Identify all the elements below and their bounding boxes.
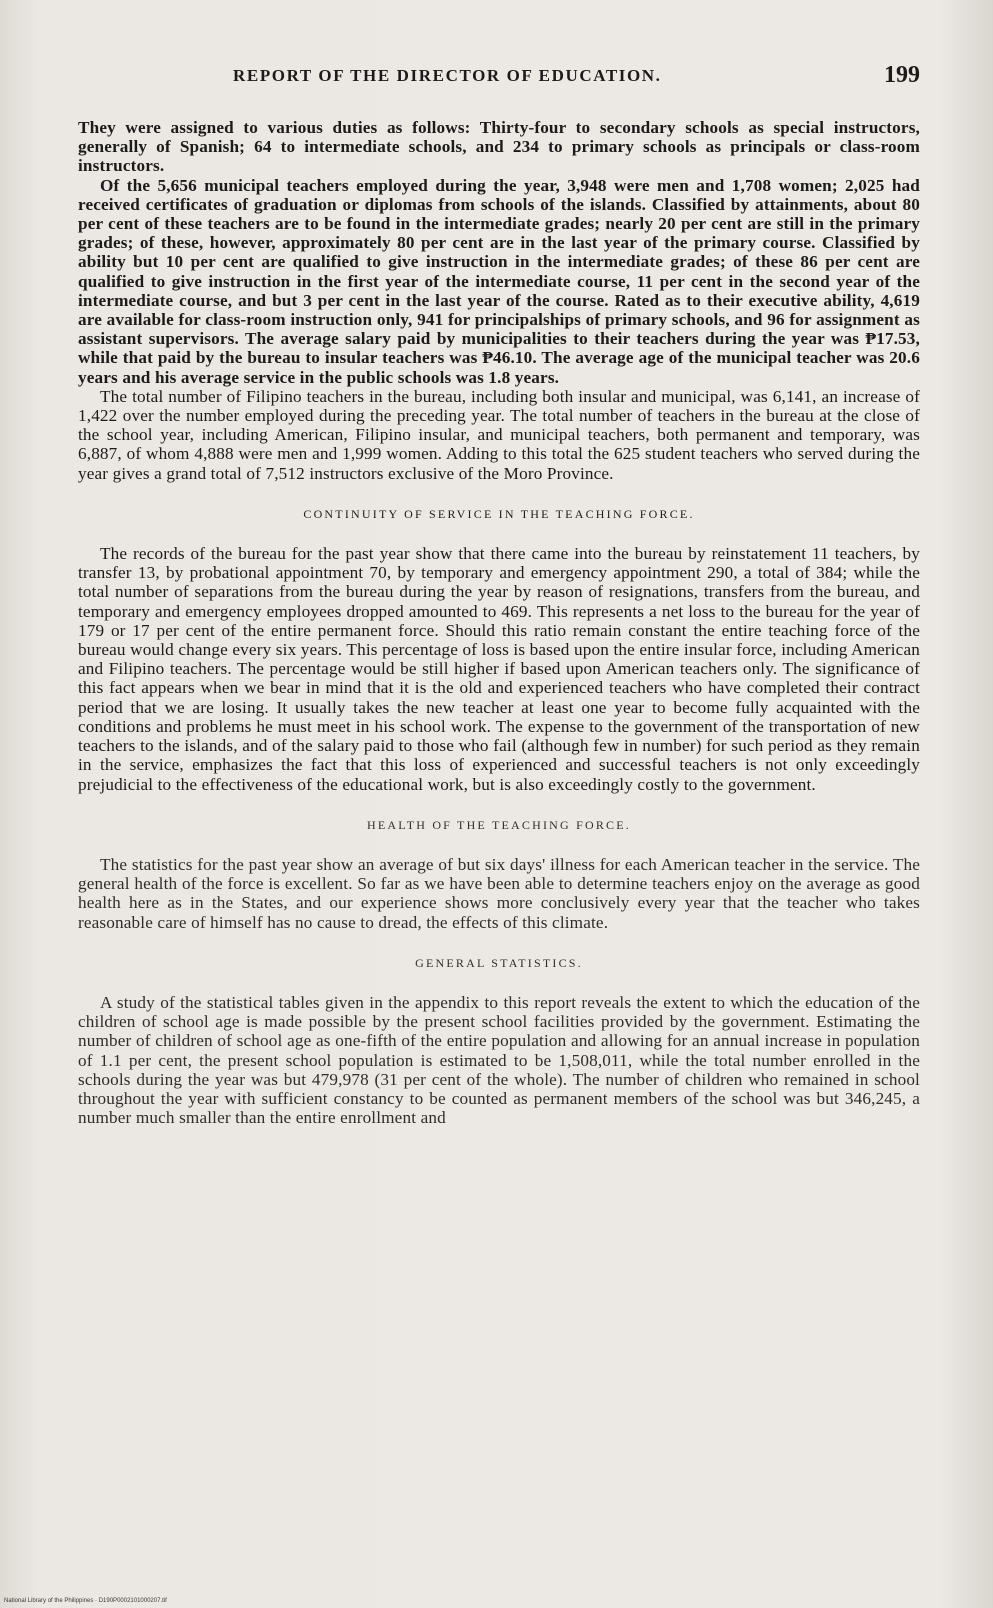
page-body [78, 118, 920, 1127]
section-heading-health: HEALTH OF THE TEACHING FORCE. [367, 817, 631, 832]
section-heading-continuity: CONTINUITY OF SERVICE IN THE TEACHING FORCE. [303, 506, 695, 521]
scan-footer: National Library of the Philippines · D190P0002101000207.tif [4, 1598, 167, 1604]
paragraph-municipal-teachers: Of the 5,656 municipal teachers employed during the year, 3,948 were men and 1,708 women; 2,025 had received certificates of graduation or diplomas from schools of the islands. Classified by attainments, about 80 per cent of these teachers are to be found in the intermediate grades; nearly 20 per cent are still in the primary grades; of these, however, approximately 80 per cent are in the last year of the primary course. Classified by ability but 10 per cent are qualified to give instruction in the intermediate grades; of these 86 per cent are qualified to give instruction in the first year of the intermediate course, 11 per cent in the second year of the intermediate course, and but 3 per cent in the last year of the course. Rated as to their executive ability, 4,619 are available for class-room instruction only, 941 for principalships of primary schools, and 96 for assignment as assistant supervisors. The average salary paid by municipalities to their teachers during the year was ₱17.53, while that paid by the bureau to insular teachers was ₱46.10. The average age of the municipal teacher was 20.6 years and his average service in the public schools was 1.8 years. [78, 175, 920, 387]
section-heading-general-statistics: GENERAL STATISTICS. [415, 955, 583, 970]
paragraph-health: The statistics for the past year show an average of but six days' illness for each American teacher in the service. The general health of the force is excellent. So far as we have been able to determine teachers enjoy on the average as good health here as in the States, and our experience shows more conclusively every year that the teacher who takes reasonable care of himself has no cause to dread, the effects of this climate. [78, 854, 920, 932]
running-head: REPORT OF THE DIRECTOR OF EDUCATION. [233, 66, 662, 85]
paragraph-general-statistics: A study of the statistical tables given in the appendix to this report reveals the extent to which the education of the children of school age is made possible by the present school facilities provided by the government. Estimating the number of children of school age as one-fifth of the entire population and allowing for an annual increase in population of 1.1 per cent, the present school population is estimated to be 1,508,011, while the total number enrolled in the schools during the year was but 479,978 (31 per cent of the whole). The number of children who remained in school throughout the year with sufficient constancy to be counted as permanent members of the school was but 346,245, a number much smaller than the entire enrollment and [78, 992, 920, 1128]
paragraph-filipino-teachers: The total number of Filipino teachers in the bureau, including both insular and municipal, was 6,141, an increase of 1,422 over the number employed during the preceding year. The total number of teachers in the bureau at the close of the school year, including American, Filipino insular, and municipal teachers, both permanent and temporary, was 6,887, of whom 4,888 were men and 1,999 women. Adding to this total the 625 student teachers who served during the year gives a grand total of 7,512 instructors exclusive of the Moro Province. [78, 386, 920, 483]
page-header [78, 62, 920, 92]
paragraph-continuity: The records of the bureau for the past year show that there came into the bureau by reinstatement 11 teachers, by transfer 13, by probational appointment 70, by temporary and emergency appointment 290, a total of 384; while the total number of separations from the bureau during the year by reason of resignations, transfers from the bureau, and temporary and emergency employees dropped amounted to 469. This represents a net loss to the bureau for the year of 179 or 17 per cent of the entire permanent force. Should this ratio remain constant the entire teaching force of the bureau would change every six years. This percentage of loss is based upon the entire insular force, including American and Filipino teachers. The percentage would be still higher if based upon American teachers only. The significance of this fact appears when we bear in mind that it is the old and experienced teachers who have completed their contract period that we are losing. It usually takes the new teacher at least one year to become fully acquainted with the conditions and problems he must meet in his school work. The expense to the government of the transportation of new teachers to the islands, and of the salary paid to those who fail (although few in number) for such period as they remain in the service, emphasizes the fact that this loss of experienced and successful teachers is not only exceedingly prejudicial to the effectiveness of the educational work, but is also exceedingly costly to the government. [78, 544, 920, 794]
page-number: 199 [884, 62, 920, 88]
paragraph-assignments: They were assigned to various duties as follows: Thirty-four to secondary schools as special instructors, generally of Spanish; 64 to intermediate schools, and 234 to primary schools as principals or class-room instructors. [78, 118, 920, 176]
